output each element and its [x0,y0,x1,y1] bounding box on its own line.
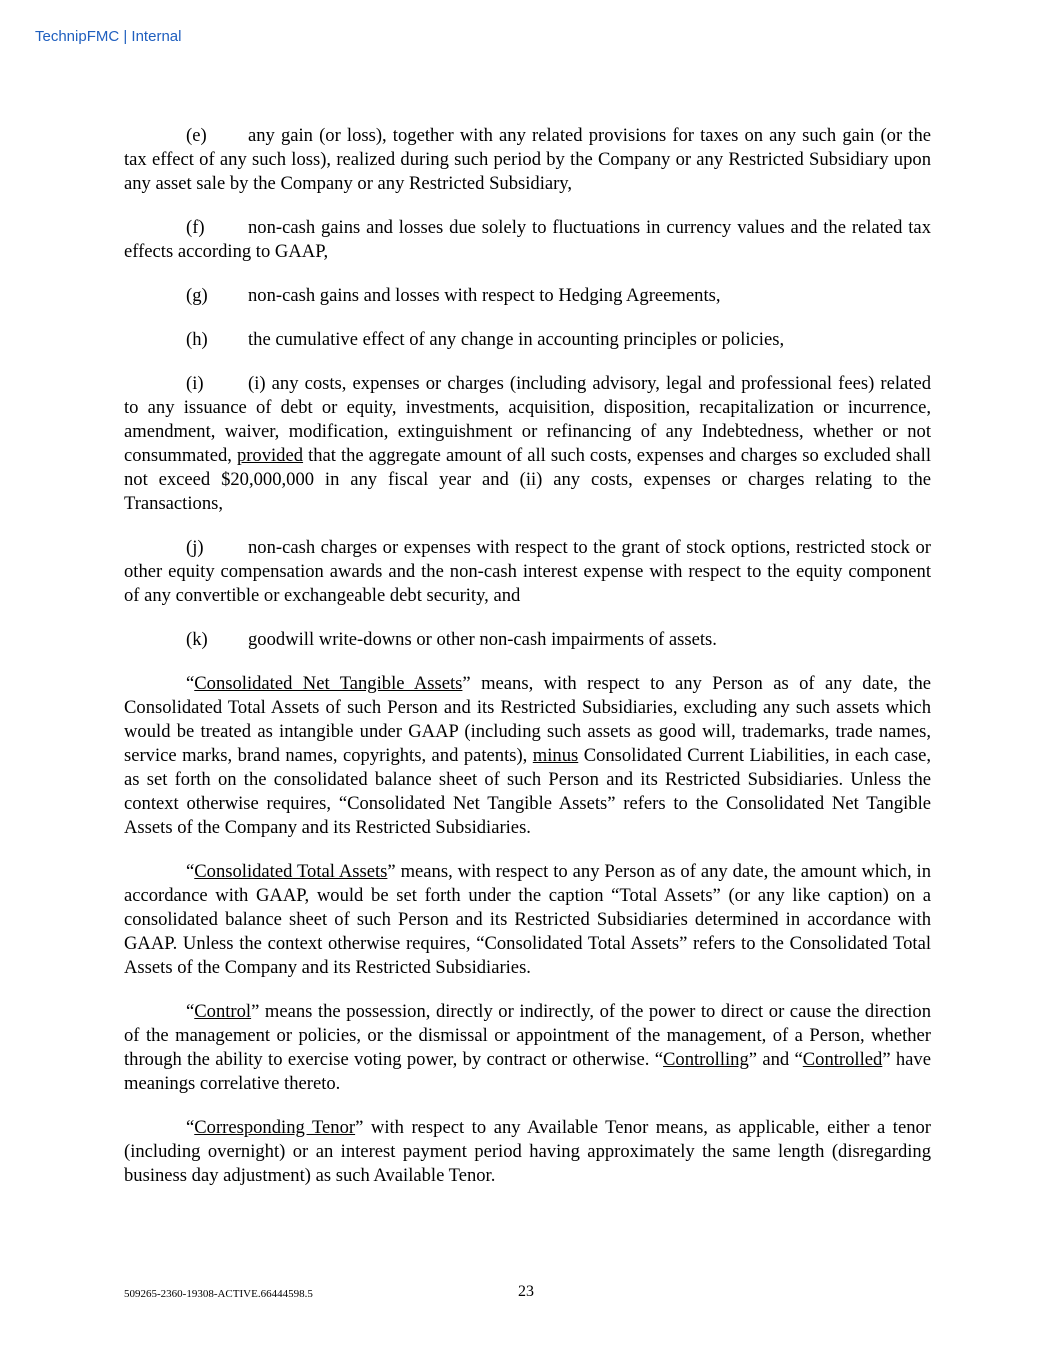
clause-text: goodwill write-downs or other non-cash impairments of assets. [248,629,717,650]
definition-corresponding-tenor: “Corresponding Tenor” with respect to any Available Tenor means, as applicable, either a tenor (including overnight) or an interest payment period having approximately the same length (disregarding business day adjustment) as such Available Tenor. [124,1117,931,1186]
clause-label: (k) [186,629,208,650]
definition-text: ” means, with respect to any Person as of any date, the amount which, in accordance with GAAP, would be set forth under the caption “Total Assets” (or any like caption) on a consolidated balance sheet of such Person and its Restricted Subsidiaries determined in accordance with GAAP. Unless the context otherwise requires, “Consolidated Total Assets” refers to the Consolidated Total Assets of the Company and its Restricted Subsidiaries. [124,861,932,978]
clause-i [124,372,931,516]
defined-term-minus: minus [532,745,579,766]
clause-k [124,628,931,652]
clause-text: (i) any costs, expenses or charges (including advisory, legal and professional fees) related to any issuance of debt or equity, investments, acquisition, disposition, recapitalization or incurrence, amendment, waiver, modification, extinguishment or refinancing of any Indebtedness, whether or not consummated, [124,373,931,466]
clause-label: (j) [186,537,204,558]
definition-consolidated-total-assets: “Consolidated Total Assets” means, with respect to any Person as of any date, the amount which, in accordance with GAAP, would be set forth under the caption “Total Assets” (or any like caption) on a consolidated balance sheet of such Person and its Restricted Subsidiaries determined in accordance with GAAP. Unless the context otherwise requires, “Consolidated Total Assets” refers to the Consolidated Total Assets of the Company and its Restricted Subsidiaries. [124,861,932,978]
document-id: 509265-2360-19308-ACTIVE.66444598.5 [124,1288,313,1300]
defined-term-provided: provided [236,445,304,466]
clause-text: non-cash gains and losses with respect to Hedging Agreements, [248,285,721,306]
definition-text: Consolidated Current Liabilities, in each case, as set forth on the consolidated balance sheet of such Person and its Restricted Subsidiaries. Unless the context otherwise requires, “Consolidated Net Tangible Assets” refers to the Consolidated Net Tangible Assets of the Company and its Restricted Subsidiaries. [124,745,931,838]
page-number: 23 [518,1283,534,1300]
clause-label: (f) [186,217,205,238]
defined-term: Control [194,1001,252,1022]
clause-label: (g) [186,285,208,306]
defined-term: Consolidated Total Assets [194,861,388,882]
clause-text: non-cash charges or expenses with respect to the grant of stock options, restricted stock or other equity compensation awards and the non-cash interest expense with respect to the equity component of any convertible or exchangeable debt security, and [124,537,931,606]
clause-text: any gain (or loss), together with any related provisions for taxes on any such gain (or the tax effect of any such loss), realized during such period by the Company or any Restricted Subsidiary upon any asset sale by the Company or any Restricted Subsidiary, [124,125,931,194]
definition-text: ” and “ [748,1049,803,1070]
defined-term: Consolidated Net Tangible Assets [194,673,463,694]
clause-e [124,124,931,196]
definition-consolidated-net-tangible-assets: “Consolidated Net Tangible Assets” means, with respect to any Person as of any date, the Consolidated Total Assets of such Person and its Restricted Subsidiaries, excluding any such assets which would be treated as intangible under GAAP (including such assets as good will, trademarks, trade names, service marks, brand names, copyrights, and patents), minus Consolidated Current Liabilities, in each case, as set forth on the consolidated balance sheet of such Person and its Restricted Subsidiaries. Unless the context otherwise requires, “Consolidated Net Tangible Assets” refers to the Consolidated Net Tangible Assets of the Company and its Restricted Subsidiaries. [124,673,931,838]
classification-label: TechnipFMC | Internal [35,28,182,45]
definition-control: “Control” means the possession, directly or indirectly, of the power to direct or cause the direction of the management or policies, or the dismissal or appointment of the management, of a Person, whether through the ability to exercise voting power, by contract or otherwise. “Controlling” and “Controlled” have meanings correlative thereto. [124,1001,931,1094]
clause-j [124,536,931,608]
definition-text: ” means, with respect to any Person as of any date, the Consolidated Total Assets of such Person and its Restricted Subsidiaries, excluding any such assets which would be treated as intangible under GAAP (including such assets as good will, trademarks, trade names, service marks, brand names, copyrights, and patents), [124,673,931,766]
definition-text: ” with respect to any Available Tenor means, as applicable, either a tenor (including overnight) or an interest payment period having approximately the same length (disregarding business day adjustment) as such Available Tenor. [124,1117,931,1186]
definition-text: ” have meanings correlative thereto. [124,1049,931,1094]
clause-label: (i) [186,373,204,394]
clause-text: the cumulative effect of any change in accounting principles or policies, [248,329,785,350]
clause-h [124,328,931,352]
defined-term-controlled: Controlled [802,1049,883,1070]
defined-term-controlling: Controlling [663,1049,749,1070]
clause-text: that the aggregate amount of all such costs, expenses and charges so excluded shall not exceed $20,000,000 in any fiscal year and (ii) any costs, expenses or charges relating to the Transactions, [124,445,931,514]
defined-term: Corresponding Tenor [194,1117,356,1138]
clause-f [124,216,931,264]
document-body [124,124,931,1208]
clause-text: non-cash gains and losses due solely to fluctuations in currency values and the related tax effects according to GAAP, [124,217,931,262]
clause-label: (h) [186,329,208,350]
clause-g [124,284,931,308]
definition-text: ” means the possession, directly or indirectly, of the power to direct or cause the direction of the management or policies, or the dismissal or appointment of the management, of a Person, whether through the ability to exercise voting power, by contract or otherwise. “ [124,1001,931,1070]
clause-label: (e) [186,125,207,146]
